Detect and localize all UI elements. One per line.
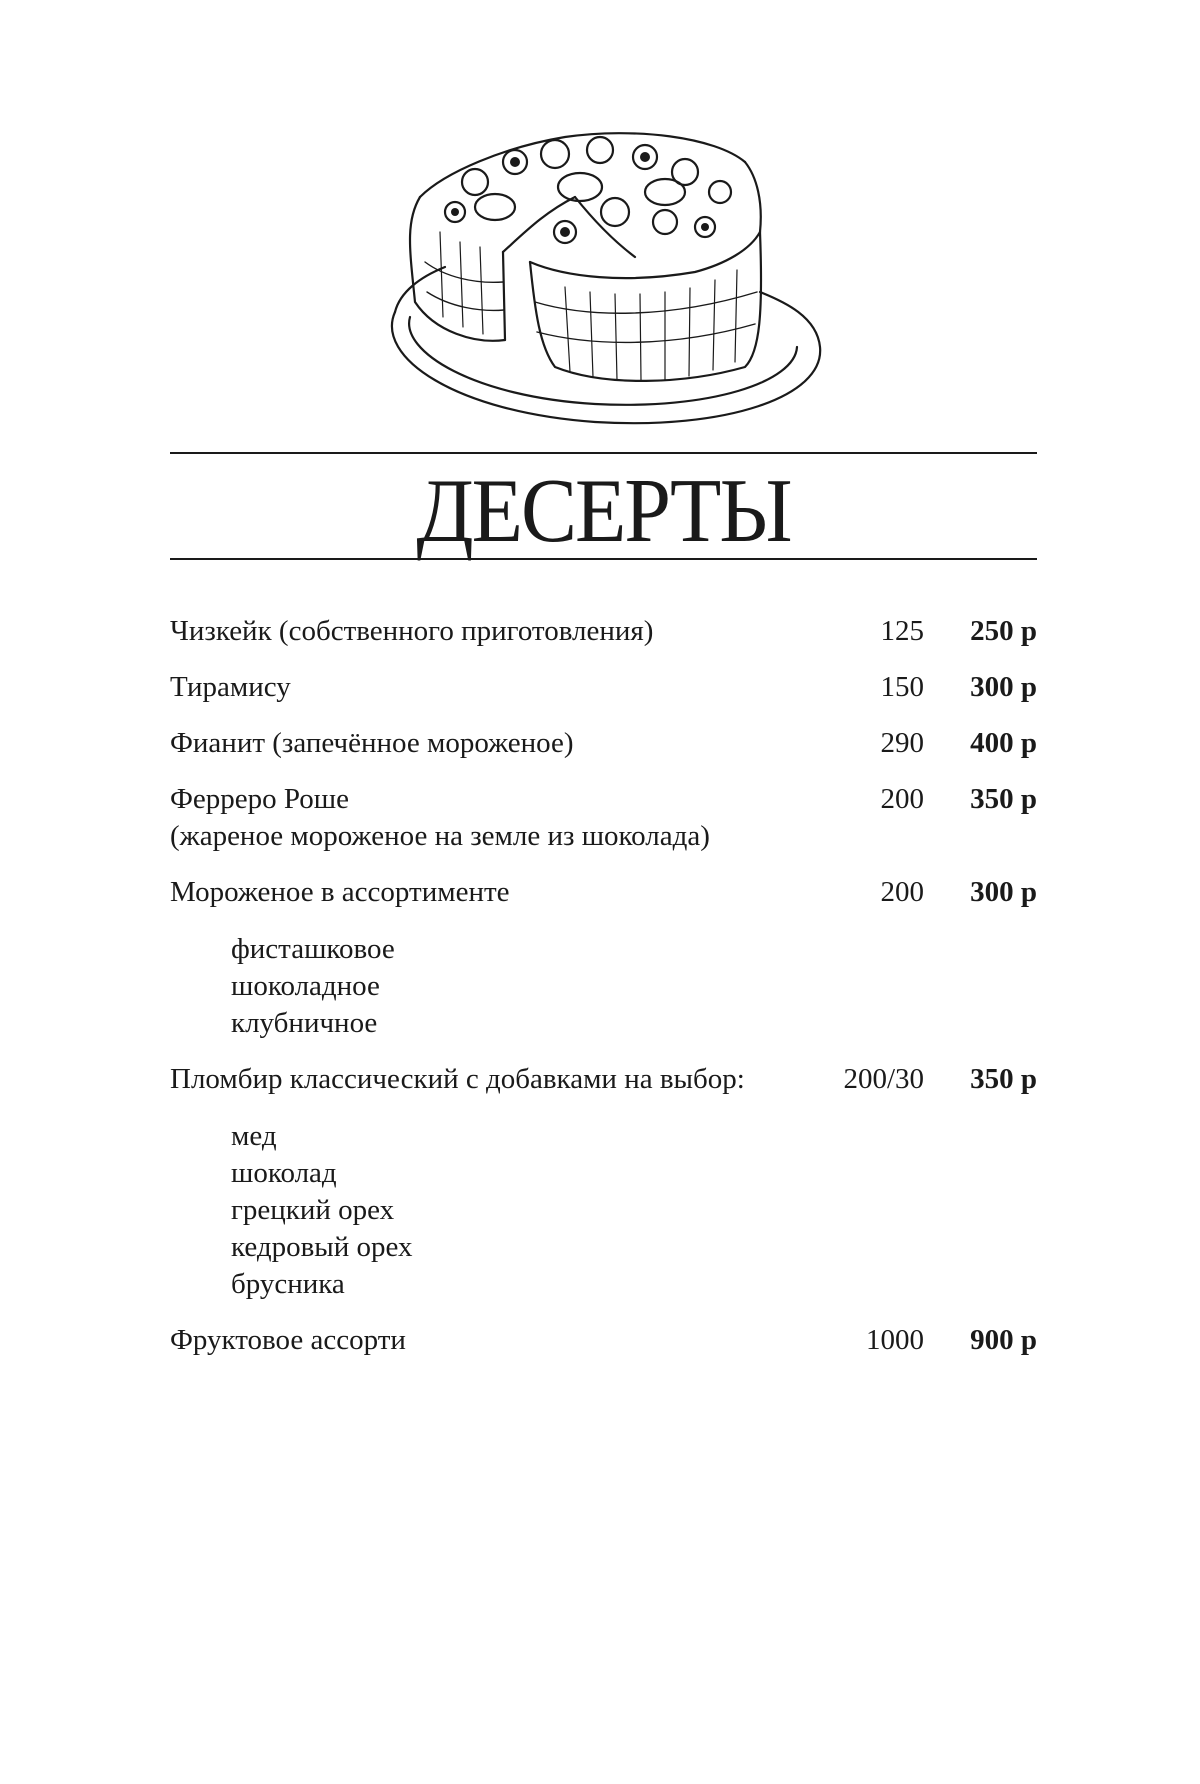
item-options	[231, 1118, 1037, 1303]
item-weight: 150	[880, 671, 924, 703]
cake-sketch-icon	[365, 112, 835, 437]
item-weight: 290	[880, 727, 924, 759]
item-price: 350 р	[970, 1063, 1037, 1095]
option-item: фисташковое	[231, 933, 395, 965]
item-price: 400 р	[970, 727, 1037, 759]
item-description: (жареное мороженое на земле из шоколада)	[170, 820, 710, 852]
option-item: клубничное	[231, 1007, 378, 1039]
item-weight: 200	[880, 783, 924, 815]
option-item: шоколад	[231, 1157, 337, 1189]
option-item: кедровый орех	[231, 1231, 413, 1263]
page-title: ДЕСЕРТЫ	[416, 460, 791, 562]
item-price: 350 р	[970, 783, 1037, 815]
title-top-rule	[170, 452, 1037, 454]
menu-item	[170, 874, 1037, 911]
item-name: Тирамису	[170, 671, 291, 703]
item-price: 300 р	[970, 671, 1037, 703]
item-price: 300 р	[970, 876, 1037, 908]
item-name: Пломбир классический с добавками на выбор:	[170, 1063, 745, 1095]
option-item: грецкий орех	[231, 1194, 395, 1226]
item-options	[231, 931, 1037, 1042]
menu-item	[170, 1061, 1037, 1098]
item-weight: 125	[880, 615, 924, 647]
item-price: 900 р	[970, 1324, 1037, 1356]
item-weight: 200	[880, 876, 924, 908]
dessert-menu	[170, 613, 1037, 1359]
option-item: брусника	[231, 1268, 345, 1300]
option-item: шоколадное	[231, 970, 380, 1002]
menu-item	[170, 1322, 1037, 1359]
menu-item	[170, 613, 1037, 650]
item-name: Ферреро Роше	[170, 783, 350, 815]
item-price: 250 р	[970, 615, 1037, 647]
item-name: Чизкейк (собственного приготовления)	[170, 615, 654, 647]
item-weight: 1000	[866, 1324, 924, 1356]
item-name: Фианит (запечённое мороженое)	[170, 727, 574, 759]
menu-item	[170, 781, 1037, 855]
menu-item	[170, 725, 1037, 762]
item-name: Мороженое в ассортименте	[170, 876, 510, 908]
title-bottom-rule	[170, 558, 1037, 560]
menu-item	[170, 669, 1037, 706]
item-weight: 200/30	[843, 1063, 924, 1095]
option-item: мед	[231, 1120, 277, 1152]
item-name: Фруктовое ассорти	[170, 1324, 406, 1356]
